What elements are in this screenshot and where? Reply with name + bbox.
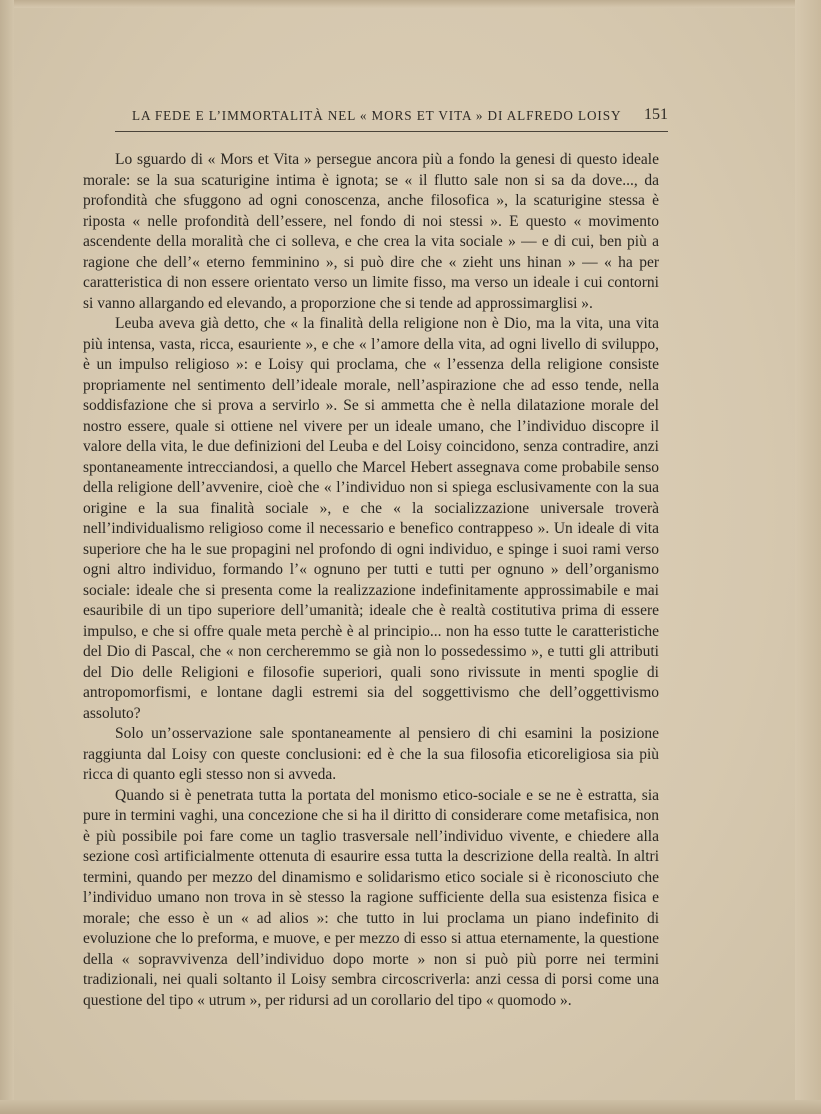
page-bottom-edge	[0, 1100, 821, 1114]
page-number: 151	[644, 106, 668, 123]
paragraph: Quando si è penetrata tutta la portata del monismo etico-sociale e se ne è estratta, sia pure in termini vaghi, una concezione che si ha il diritto di considerare come metafisica, non è più possibile poi fare come un taglio trasversale nell’individuo vivente, e chiedere alla sezione così artificialmente ottenuta di esaurire essa tutta la descrizione della realtà. In altri termini, quando per mezzo del dinamismo e solidarismo etico sociale si è riconosciuto che l’individuo umano non trova in sè stesso la ragione sufficiente della sua esistenza fisica e morale; che esso è un « ad alios »: che tutto in lui proclama un piano indefinito di evoluzione che lo preforma, e muove, e per mezzo di esso si attua eternamente, la questione della « sopravvivenza dell’individuo dopo morte » non si può più porre nei termini tradizionali, nei quali soltanto il Loisy sembra circoscriverla: anzi cessa di porsi come una questione del tipo « utrum », per ridursi ad un corollario del tipo « quomodo ».	[83, 786, 659, 1009]
page-header	[132, 108, 668, 130]
header-rule	[115, 131, 668, 132]
paragraph: Lo sguardo di « Mors et Vita » persegue ancora più a fondo la genesi di questo ideale morale: se la sua scaturigine intima è ignota; se « il flutto sale non si sa da dove..., da profondità che sfuggono ad ogni conoscenza, anche filosofica », la scaturigine stessa è riposta « nelle profondità dell’essere, nel fondo di noi stessi ». E questo « movimento ascendente della moralità che ci solleva, e che crea la vita sociale » — e di cui, ben più a ragione che dell’« eterno femminino », si può dire che « zieht uns hinan » — « ha per caratteristica di non essere orientato verso un limite fisso, ma verso un ideale i cui contorni si vanno allargando ed elevando, a proporzione che si tende ad approssimarglisi ».	[83, 151, 659, 312]
page-top-edge	[0, 0, 821, 8]
page-left-edge	[0, 0, 14, 1114]
paragraph: Solo un’osservazione sale spontaneamente al pensiero di chi esamini la posizione raggiunta dal Loisy con queste conclusioni: ed è che la sua filosofia eticoreligiosa sia più ricca di quanto egli stesso non si avveda.	[83, 725, 659, 783]
body-text	[83, 150, 659, 1011]
paragraph: Leuba aveva già detto, che « la finalità della religione non è Dio, ma la vita, una vita più intensa, vasta, ricca, esauriente », e che « l’amore della vita, ad ogni livello di sviluppo, è un impulso religioso »: e Loisy qui proclama, che « l’essenza della religione consiste propriamente nel sentimento dell’ideale morale, nell’aspirazione che ad esso tende, nella soddisfazione che si prova a servirlo ». Se si ammetta che è nella dilatazione morale del nostro essere, quale si ottiene nel vivere per un ideale umano, che l’individuo discopre il valore della vita, le due definizioni del Leuba e del Loisy coincidono, senza contradire, anzi spontaneamente intrecciandosi, a quello che Marcel Hebert assegnava come probabile senso della religione dell’avvenire, cioè che « l’individuo non si spiega esclusivamente con la sua origine e la sua finalità sociale », e che « la socializzazione universale troverà nell’individualismo religioso come il necessario e benefico contrappeso ». Un ideale di vita superiore che ha le sue propagini nel profondo di ogni individuo, e spinge i suoi rami verso ogni altro individuo, formando l’« ognuno per tutti e tutti per ognuno » dell’organismo sociale: ideale che si presenta come la realizzazione indefinitamente approssimabile e mai esauribile di un tipo superiore dell’umanità; ideale che è realtà costitutiva prima di essere impulso, e che si offre quale meta perchè è al principio... non ha esso tutte le caratteristiche del Dio di Pascal, che « non cercheremmo se già non lo possedessimo », e tutti gli attributi del Dio delle Religioni e filosofie superiori, quali sono rivissute in menti spoglie di antropomorfismi, e lontane dagli estremi sia del soggettivismo che dell’oggettivismo assoluto?	[83, 315, 659, 722]
page-right-edge	[795, 0, 821, 1114]
running-head: LA FEDE E L’IMMORTALITÀ NEL « MORS ET VITA » DI ALFREDO LOISY	[132, 108, 622, 123]
